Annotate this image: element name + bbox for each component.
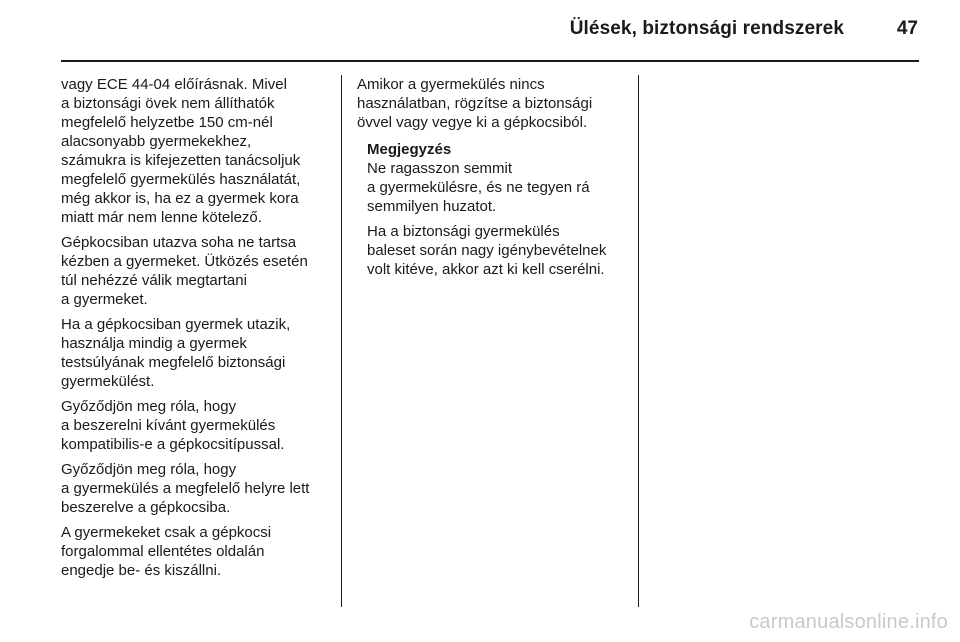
text-line: Amikor a gyermekülés nincs (357, 76, 545, 93)
watermark: carmanualsonline.info (749, 611, 948, 633)
paragraph (61, 397, 333, 454)
text-line: Győződjön meg róla, hogy (61, 398, 237, 415)
note-paragraph (367, 222, 629, 279)
text-line: Gépkocsiban utazva soha ne tartsa (61, 234, 297, 251)
text-line: övvel vagy vegye ki a gépkocsiból. (357, 114, 588, 131)
text-line: számukra is kifejezetten tanácsoljuk (61, 152, 301, 169)
text-line: Ha a biztonsági gyermekülés (367, 223, 560, 240)
paragraph (61, 233, 333, 309)
text-line: a biztonsági övek nem állíthatók (61, 95, 275, 112)
text-line: Ha a gépkocsiban gyermek utazik, (61, 316, 291, 333)
note-paragraph (367, 159, 629, 216)
note-box (357, 140, 629, 279)
section-title: Ülések, biztonsági rendszerek (569, 18, 844, 39)
text-line: A gyermekeket csak a gépkocsi (61, 524, 272, 541)
column-divider (638, 75, 639, 607)
paragraph (61, 460, 333, 517)
text-line: engedje be- és kiszállni. (61, 562, 222, 579)
text-line: beszerelve a gépkocsiba. (61, 499, 231, 516)
text-line: megfelelő helyzetbe 150 cm-nél (61, 114, 273, 131)
text-line: baleset során nagy igénybevételnek (367, 242, 607, 259)
text-line: vagy ECE 44-04 előírásnak. Mivel (61, 76, 287, 93)
right-column (357, 75, 629, 285)
left-column (61, 75, 333, 586)
text-line: még akkor is, ha ez a gyermek kora (61, 190, 299, 207)
text-line: Győződjön meg róla, hogy (61, 461, 237, 478)
note-heading: Megjegyzés (367, 141, 452, 158)
text-line: kompatibilis-e a gépkocsitípussal. (61, 436, 285, 453)
text-line: semmilyen huzatot. (367, 198, 497, 215)
text-line: a beszerelni kívánt gyermekülés (61, 417, 276, 434)
column-divider (341, 75, 342, 607)
text-line: megfelelő gyermekülés használatát, (61, 171, 301, 188)
text-line: miatt már nem lenne kötelező. (61, 209, 262, 226)
text-line: Ne ragasszon semmit (367, 160, 513, 177)
text-line: alacsonyabb gyermekekhez, (61, 133, 252, 150)
paragraph (61, 75, 333, 227)
text-line: kézben a gyermeket. Ütközés esetén (61, 253, 308, 270)
text-line: használja mindig a gyermek (61, 335, 247, 352)
text-line: testsúlyának megfelelő biztonsági (61, 354, 286, 371)
paragraph (357, 75, 629, 132)
text-line: használatban, rögzítse a biztonsági (357, 95, 593, 112)
text-line: gyermekülést. (61, 373, 155, 390)
text-line: a gyermekülés a megfelelő helyre lett (61, 480, 310, 497)
text-line: volt kitéve, akkor azt ki kell cserélni. (367, 261, 605, 278)
page-number: 47 (896, 18, 918, 39)
paragraph (61, 315, 333, 391)
text-line: a gyermekülésre, és ne tegyen rá (367, 179, 590, 196)
text-line: forgalommal ellentétes oldalán (61, 543, 265, 560)
text-line: a gyermeket. (61, 291, 148, 308)
page-header (0, 18, 918, 48)
header-rule (61, 60, 919, 62)
text-line: túl nehézzé válik megtartani (61, 272, 247, 289)
paragraph (61, 523, 333, 580)
